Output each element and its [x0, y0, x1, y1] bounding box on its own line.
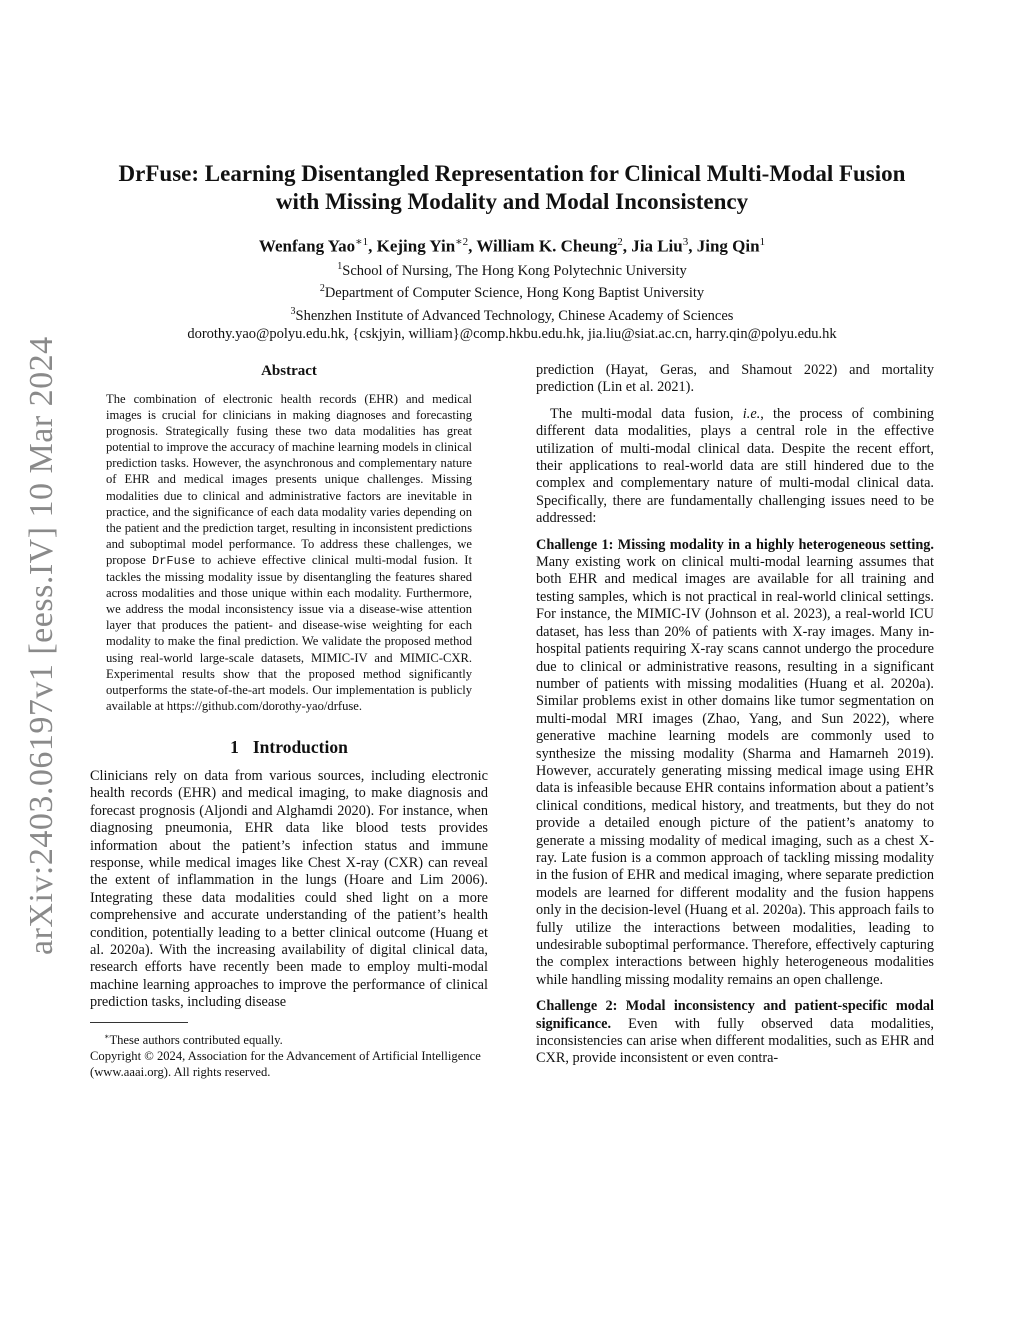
- abstract-text: The combination of electronic health records (EHR) and medical images is crucial for clinicians in making diagnoses and forecasting prognosis. Strategically fusing these two data modalities has great potential to improve the accuracy of machine learning models in clinical prediction tasks. However, the asynchronous and complementary nature of EHR and medical images presents unique challenges. Missing modalities due to clinical and administrative factors are inevitable in practice, and the significance of each data modality varies depending on the patient and the prediction target, resulting in inconsistent predictions and suboptimal model performance. To address these challenges, we propose DrFuse to achieve effective clinical multi-modal fusion. It tackles the missing modality issue by disentangling the features shared across modalities and those unique within each modality. Furthermore, we address the modal inconsistency issue via a disease-wise attention layer that produces the patient- and disease-wise weighting for each modality to make the final prediction. We validate the proposed method using real-world large-scale datasets, MIMIC-IV and MIMIC-CXR. Experimental results show that the proposed method significantly outperforms the state-of-the-art models. Our implementation is publicly available at https://github.com/dorothy-yao/drfuse.: [106, 392, 472, 713]
- title-line-2: with Missing Modality and Modal Inconsistency: [275, 189, 749, 214]
- fusion-paragraph: The multi-modal data fusion, i.e., the process of combining different data modalities, plays a central role in the effective utilization of multi-modal clinical data. Despite the recent effort, their applications to real-world data are still hindered due to the complex and complementary nature of multi-modal clinical data. Specifically, there are fundamentally challenging issues need to be addressed:: [536, 405, 934, 527]
- left-column: [90, 362, 488, 1080]
- footnote-equal-contribution: ∗These authors contributed equally.: [104, 1031, 283, 1047]
- intro-paragraph: Clinicians rely on data from various sources, including electronic health records (EHR) and medical imaging, to make diagnosis and forecast prognosis (Aljondi and Alghamdi 2020). For instance, when diagnosing pneumonia, EHR data like blood tests provides information about the patient’s infection status and immune response, while medical images like Chest X-ray (CXR) can reveal the extent of inflammation in the lungs (Hoare and Lim 2006). Integrating these data modalities could shed light on a more comprehensive and accurate understanding of the patient’s health condition, potentially leading to a better clinical outcome (Huang et al. 2020a). With the increasing availability of digital clinical data, research efforts have recently been made to employ multi-modal machine learning approaches to improve the performance of clinical prediction tasks, including disease: [90, 767, 488, 1011]
- challenge-2-paragraph: Challenge 2: Modal inconsistency and patient-specific modal significance. Even with fully observed data modalities, inconsistencies can arise when different modalities, such as EHR and CXR, provide inconsistent or even contra-: [536, 998, 934, 1067]
- author-list: Wenfang Yao$^{∗1}$, Kejing Yin$^{∗2}$, William K. Cheung$^2$, Jia Liu$^3$, Jing Qin$^1$: [258, 236, 766, 256]
- author-affil-mark: 3: [682, 236, 689, 248]
- footnote-mark: ∗: [104, 1031, 110, 1041]
- intro-continuation: prediction (Hayat, Geras, and Shamout 2022) and mortality prediction (Lin et al. 2021).: [536, 362, 934, 396]
- section-heading-introduction: [90, 736, 488, 758]
- section-title-text: Introduction: [252, 736, 348, 757]
- affiliation-line: $^3$Shenzhen Institute of Advanced Technology, Chinese Academy of Sciences: [290, 305, 734, 324]
- copyright-notice: Copyright © 2024, Association for the Advancement of Artificial Intelligence (www.aaai.org). All rights reserved.: [90, 1048, 481, 1079]
- title-line-1: DrFuse: Learning Disentangled Representation for Clinical Multi-Modal Fusion: [118, 161, 906, 186]
- author-name: William K. Cheung: [476, 236, 618, 256]
- affiliations: [60, 258, 964, 343]
- author-emails[interactable]: dorothy.yao@polyu.edu.hk, {cskjyin, william}@comp.hkbu.edu.hk, jia.liu@siat.ac.cn, harry.qin@polyu.edu.hk: [187, 325, 837, 342]
- author-name: Jia Liu: [631, 236, 683, 256]
- challenge-1-paragraph: Challenge 1: Missing modality in a highly heterogeneous setting. Many existing work on clinical multi-modal learning assumes that both EHR and medical images are available for all training and testing samples, which is not practical in real-world clinical settings. For instance, the MIMIC-IV (Johnson et al. 2023), a real-world ICU dataset, has less than 20% of patients with X-ray images. Many in-hospital patients requiring X-ray scans cannot undergo the procedure due to clinical or administrative reasons, resulting in a significant number of patients with missing modalities (Huang et al. 2020a). Similar problems exist in other domains like tumor segmentation on multi-modal MRI images (Zhao, Yang, and Sun 2022), where generative machine learning models are commonly used to synthesize the missing modality (Sharma and Hamarneh 2019). However, accurately generating missing medical image using EHR data is infeasible because EHR contains information about a patient’s clinical conditions, medical history, and treatments, but they do not provide a detailed enough picture of the patient’s anatomy to generate a missing modality of medical imaging, such as a chest X-ray. Late fusion is a common approach of tackling missing modality in the fusion of EHR and medical imaging, where separate prediction models are learned for different modality and the fusion happens only in the decision-level (Huang et al. 2020a). This approach fails to fully utilize the interactions between modalities, leading to undesirable suboptimal performance. Therefore, effectively capturing the complex interactions between highly heterogeneous modalities while handling missing modality remains an open challenge.: [536, 536, 934, 988]
- author-name: Wenfang Yao: [258, 236, 356, 256]
- affiliation-line: $^2$Department of Computer Science, Hong Kong Baptist University: [319, 283, 705, 302]
- author-affil-mark: ∗1: [355, 236, 369, 248]
- author-affil-mark: 1: [759, 236, 766, 248]
- paper-title: [60, 160, 964, 216]
- abstract-heading: Abstract: [261, 363, 317, 379]
- challenge-2-heading: Challenge 2: Modal inconsistency and patient-specific modal significance.: [536, 998, 934, 1032]
- section-number: 1: [230, 736, 239, 757]
- author-name: Kejing Yin: [376, 236, 456, 256]
- author-name: Jing Qin: [696, 236, 760, 256]
- author-affil-mark: 2: [617, 236, 623, 248]
- challenge-1-heading: Challenge 1: Missing modality in a highly heterogeneous setting.: [536, 536, 934, 553]
- right-column: [536, 362, 934, 1068]
- method-name: DrFuse: [152, 553, 196, 568]
- affiliation-line: $^1$School of Nursing, The Hong Kong Polytechnic University: [337, 261, 687, 279]
- author-affil-mark: ∗2: [455, 236, 469, 248]
- footnote-divider: [90, 1022, 188, 1023]
- arxiv-identifier-stamp[interactable]: arXiv:2403.06197v1 [eess.IV] 10 Mar 2024: [23, 336, 60, 955]
